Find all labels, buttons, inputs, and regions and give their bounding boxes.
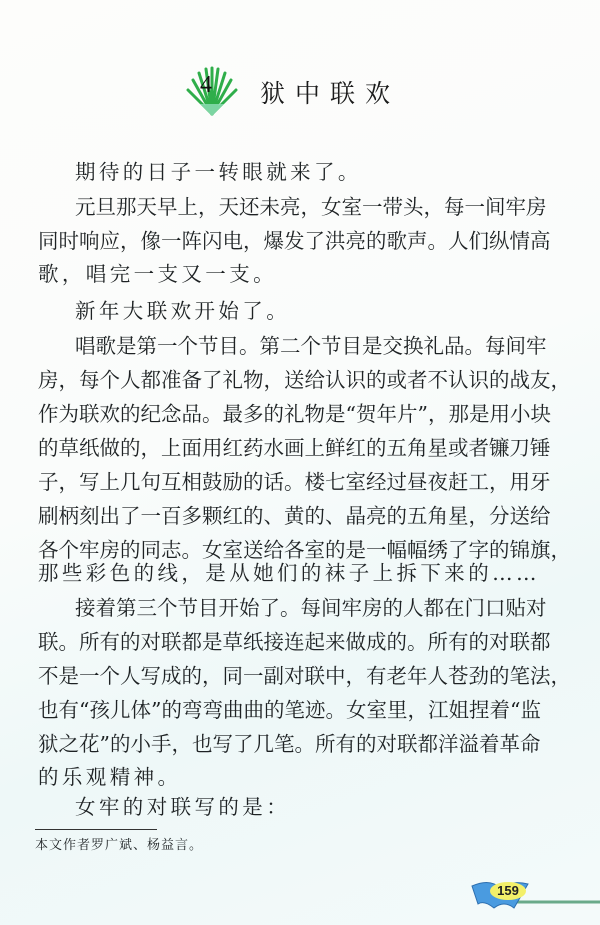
text-line: 的乐观精神。 [38,765,182,789]
text-line: 各个牢房的同志。女室送给各室的是一幅幅绣了字的锦旗， [38,538,571,562]
open-book-icon [470,878,600,910]
text-line: 作为联欢的纪念品。最多的礼物是“贺年片”，那是用小块 [38,402,551,426]
text-line: 不是一个人写成的，同一副对联中，有老年人苍劲的笔法， [38,664,571,688]
text-line: 新年大联欢开始了。 [75,299,291,323]
chapter-heading [186,64,400,120]
text-line: 刷柄刻出了一百多颗红的、黄的、晶亮的五角星，分送给 [38,504,551,528]
text-line: 联。所有的对联都是草纸接连起来做成的。所有的对联都 [38,630,551,654]
text-line: 也有“孩儿体”的弯弯曲曲的笔迹。女室里，江姐捏着“监 [38,698,541,722]
text-line: 期待的日子一转眼就来了。 [75,160,362,184]
fan-icon [186,66,238,118]
text-line: 女牢的对联写的是： [75,795,291,819]
text-line: 歌，唱完一支又一支。 [38,262,277,286]
chapter-title: 狱中联欢 [260,79,401,108]
text-line: 同时响应，像一阵闪电，爆发了洪亮的歌声。人们纵情高 [38,229,551,253]
text-line: 接着第三个节目开始了。每间牢房的人都在门口贴对 [75,596,547,620]
page-number-badge [470,878,600,910]
page-number: 159 [490,882,526,900]
footnote: 本文作者罗广斌、杨益言。 [35,838,204,853]
chapter-number: 4 [200,72,212,98]
chapter-number-badge [186,66,238,118]
text-line: 狱之花”的小手，也写了几笔。所有的对联都洋溢着革命 [38,732,541,756]
text-line: 子，写上几句互相鼓励的话。楼七室经过昼夜赶工，用牙 [38,470,551,494]
text-line: 那些彩色的线，是从她们的袜子上拆下来的…… [38,561,540,585]
text-line: 房，每个人都准备了礼物，送给认识的或者不认识的战友， [38,368,571,392]
text-line: 元旦那天早上，天还未亮，女室一带头，每一间牢房 [75,195,547,219]
footnote-divider [35,829,157,830]
text-line: 唱歌是第一个节目。第二个节目是交换礼品。每间牢 [75,334,547,358]
text-line: 的草纸做的，上面用红药水画上鲜红的五角星或者镰刀锤 [38,436,551,460]
